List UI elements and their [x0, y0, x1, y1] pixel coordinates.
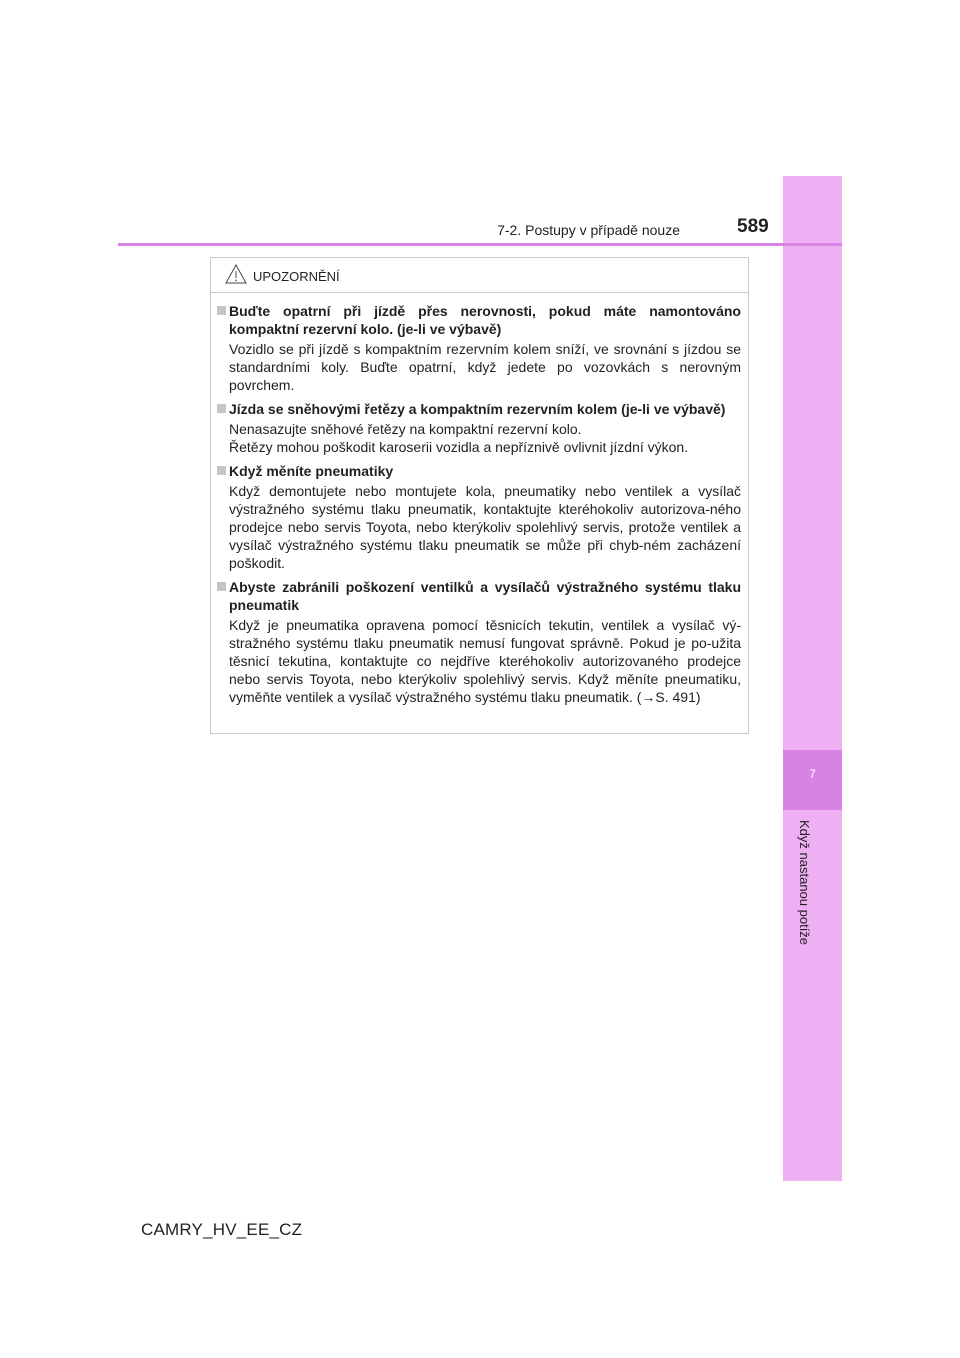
square-bullet-icon — [217, 582, 226, 591]
section-paragraph: Když demontujete nebo montujete kola, pneumatiky nebo ventilek a vysílač výstražného systému tlaku pneumatik, kontaktujte kteréhokoliv autorizova-ného prodejce nebo servis Toyota, nebo kterýkoliv spolehlivý servis, protože ventilek a vysílač výstražného systému tlaku pneumatik se může při chyb-ném zacházení poškodit. — [229, 483, 741, 571]
warning-section — [217, 578, 741, 706]
chapter-label: Když nastanou potíže — [797, 820, 812, 946]
section-heading — [217, 400, 741, 418]
section-heading-text: Buďte opatrní při jízdě přes nerovnosti, pokud máte namontováno kompaktní rezervní kolo. (je-li ve výbavě) — [229, 303, 741, 337]
side-tab — [783, 176, 842, 1181]
section-paragraph: Vozidlo se při jízdě s kompaktním rezervním kolem sníží, ve srovnání s jízdou se standardními koly. Buďte opatrní, když jedete po vozovkách s nerovným povrchem. — [229, 341, 741, 393]
square-bullet-icon — [217, 306, 226, 315]
chapter-number: 7 — [809, 767, 816, 781]
document-code: CAMRY_HV_EE_CZ — [141, 1220, 303, 1239]
section-heading — [217, 302, 741, 338]
section-heading — [217, 578, 741, 614]
chapter-tab — [783, 750, 842, 810]
section-title: 7-2. Postupy v případě nouze — [497, 222, 680, 238]
page-number: 589 — [737, 216, 769, 237]
square-bullet-icon — [217, 404, 226, 413]
section-body — [229, 616, 741, 706]
warning-divider — [211, 292, 748, 293]
section-paragraph: Nenasazujte sněhové řetězy na kompaktní rezervní kolo. — [229, 421, 582, 437]
section-heading-text: Jízda se sněhovými řetězy a kompaktním rezervním kolem (je-li ve výbavě) — [229, 401, 726, 417]
section-body — [229, 340, 741, 394]
section-heading-text: Abyste zabránili poškození ventilků a vysílačů výstražného systému tlaku pneumatik — [229, 579, 741, 613]
warning-section — [217, 302, 741, 394]
warning-sections — [217, 302, 741, 712]
warning-section — [217, 400, 741, 456]
header-rule — [118, 243, 842, 246]
warning-triangle-icon — [225, 264, 247, 289]
warning-header — [225, 263, 340, 289]
section-heading — [217, 462, 741, 480]
section-heading-text: Když měníte pneumatiky — [229, 463, 394, 479]
warning-title: UPOZORNĚNÍ — [253, 268, 340, 284]
section-paragraph: Řetězy mohou poškodit karoserii vozidla a nepříznivě ovlivnit jízdní výkon. — [229, 439, 689, 455]
section-body — [229, 420, 741, 456]
section-paragraph: Když je pneumatika opravena pomocí těsnicích tekutin, ventilek a vysílač vý-stražného systému tlaku pneumatik nemusí fungovat správně. Pokud je po-užita těsnicí tekutina, kontaktujte co nejdříve kteréhokoliv autorizovaného prodejce nebo servis Toyota, nebo kterýkoliv spolehlivý servis. Když měníte pneumatiku, vyměňte ventilek a vysílač výstražného systému tlaku pneumatik. (→S. 491) — [229, 617, 741, 705]
section-body — [229, 482, 741, 572]
warning-box — [210, 257, 749, 734]
warning-section — [217, 462, 741, 572]
square-bullet-icon — [217, 466, 226, 475]
